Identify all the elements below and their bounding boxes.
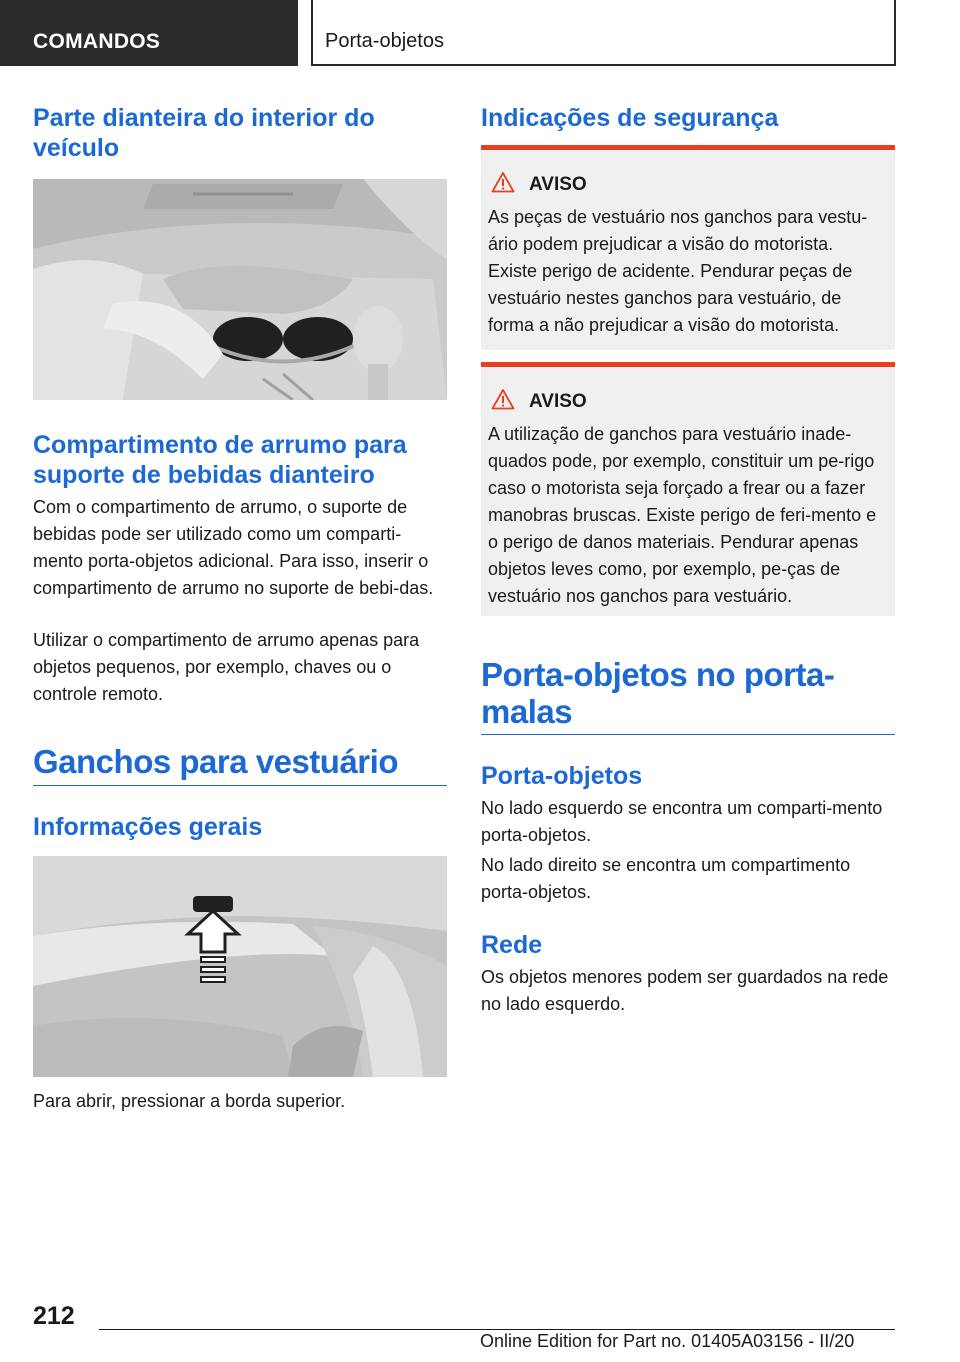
page-title: Porta-objetos (311, 0, 896, 66)
section-tab: COMANDOS (0, 0, 298, 66)
net-heading: Rede (481, 931, 543, 959)
open-instruction: Para abrir, pressionar a borda superior. (33, 1091, 346, 1111)
warning-label: AVISO (529, 174, 587, 195)
warning-text: As peças de vestuário nos ganchos para vestu-ário podem prejudicar a visão do motorista. Existe perigo de acidente. Pendurar peças de vestuário nestes ganchos para vestuário, de forma a não prejudicar a visão do motorista. (488, 207, 868, 335)
trunk-rule (481, 734, 895, 735)
storage-heading: Porta-objetos (481, 762, 643, 790)
cupholder-photo (33, 179, 447, 400)
warning-box-1 (481, 145, 895, 350)
coat-hook-photo (33, 856, 447, 1077)
trunk-storage-heading: Porta-objetos no porta-malas (481, 656, 835, 730)
hooks-heading: Ganchos para vestuário (33, 743, 398, 780)
edition-footer: Online Edition for Part no. 01405A03156 - II/20 (480, 1331, 855, 1351)
compartment-heading: Compartimento de arrumo para suporte de bebidas dianteiro (33, 431, 407, 489)
safety-heading: Indicações de segurança (481, 104, 779, 132)
net-paragraph: Os objetos menores podem ser guardados na rede no lado esquerdo. (481, 967, 889, 1014)
general-info-heading: Informações gerais (33, 813, 263, 841)
warning-label: AVISO (529, 391, 587, 412)
front-interior-heading: Parte dianteira do interior do veículo (33, 104, 375, 162)
compartment-paragraph-1: Com o compartimento de arrumo, o suporte de bebidas pode ser utilizado como um comparti-mento porta-objetos adicional. Para isso, inserir o compartimento de arrumo no suporte de bebi-das. (33, 497, 434, 598)
warning-triangle-icon (491, 388, 515, 416)
storage-paragraph-1: No lado esquerdo se encontra um comparti-mento porta-objetos. (481, 798, 883, 845)
hooks-rule (33, 785, 447, 786)
footer-rule (99, 1329, 895, 1330)
warning-box-2 (481, 362, 895, 616)
compartment-paragraph-2: Utilizar o compartimento de arrumo apenas para objetos pequenos, por exemplo, chaves ou o controle remoto. (33, 630, 420, 704)
warning-text: A utilização de ganchos para vestuário inade-quados pode, por exemplo, constituir um pe-rigo caso o motorista seja forçado a frear ou a fazer manobras bruscas. Existe perigo de feri-mento e o perigo de danos materiais. Pendurar apenas objetos leves como, por exemplo, pe-ças de vestuário nos ganchos para vestuário. (488, 424, 877, 606)
storage-paragraph-2: No lado direito se encontra um compartimento porta-objetos. (481, 855, 851, 902)
page-number: 212 (33, 1302, 75, 1330)
warning-triangle-icon (491, 171, 515, 199)
